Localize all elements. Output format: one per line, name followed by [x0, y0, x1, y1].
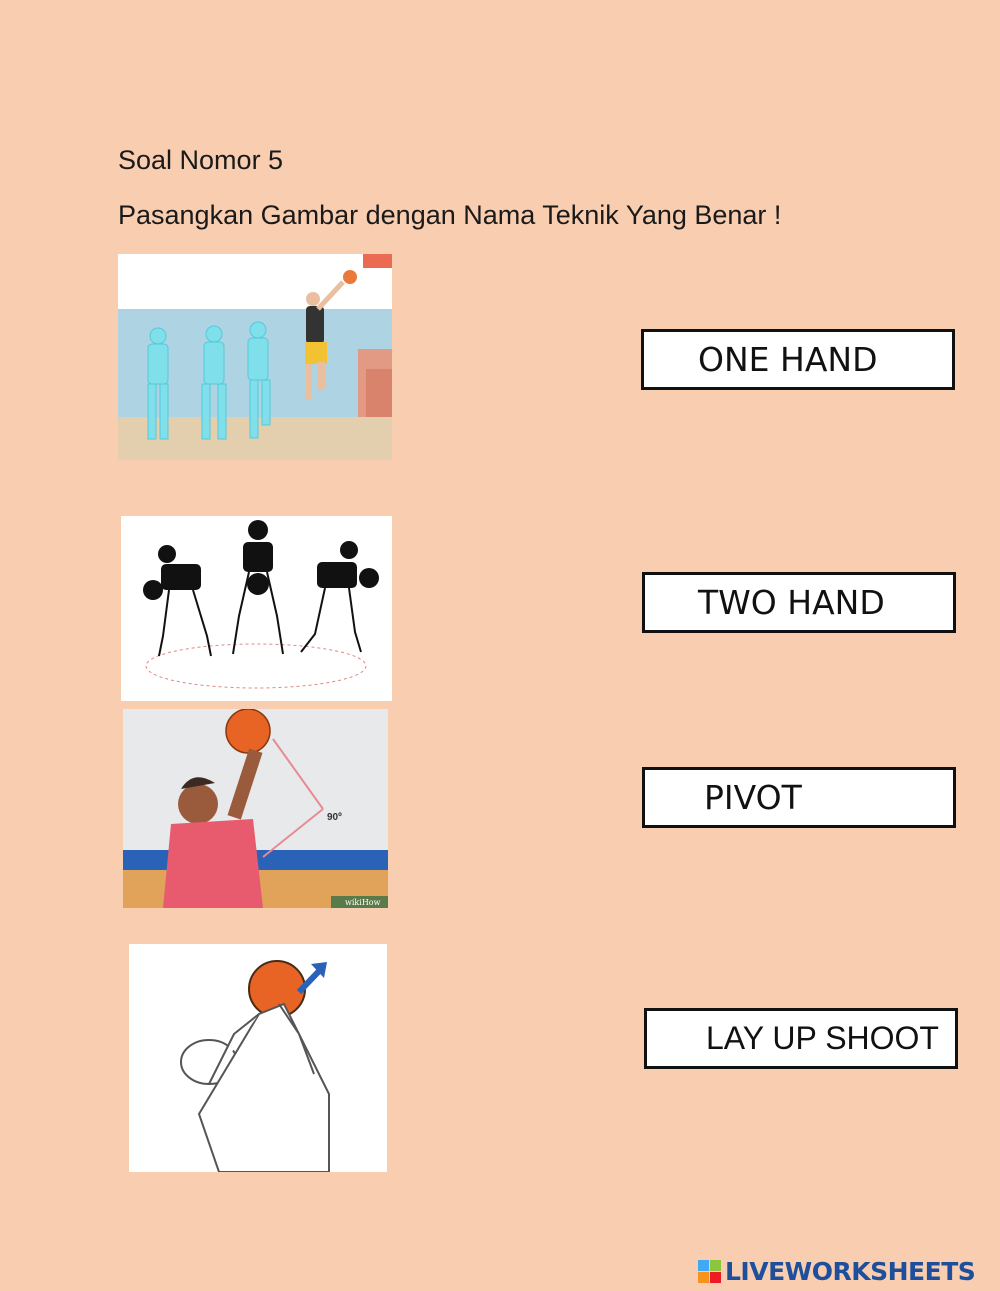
lay-up-sequence-image: [118, 254, 392, 460]
answer-label: LAY UP SHOOT: [706, 1020, 939, 1056]
two-hand-shot-illustration: [129, 944, 387, 1172]
logo-squares-icon: [698, 1260, 721, 1283]
answer-label: PIVOT: [704, 778, 802, 817]
one-hand-shot-image: [123, 709, 388, 908]
answer-label: TWO HAND: [698, 583, 885, 622]
watermark-text: wikiHow: [345, 898, 381, 907]
question-number: Soal Nomor 5: [118, 145, 284, 175]
question-instruction: Pasangkan Gambar dengan Nama Teknik Yang Benar !: [118, 200, 782, 230]
layup-sequence-illustration: [118, 254, 392, 460]
angle-label: 90º: [327, 812, 342, 823]
pivot-footwork-illustration: [121, 516, 392, 701]
one-hand-shot-illustration: [123, 709, 388, 908]
answer-lay-up-shoot[interactable]: [644, 1008, 958, 1069]
answer-label: ONE HAND: [698, 340, 878, 379]
answer-pivot[interactable]: [642, 767, 956, 828]
answer-one-hand[interactable]: [641, 329, 955, 390]
answer-two-hand[interactable]: [642, 572, 956, 633]
pivot-footwork-image: [121, 516, 392, 701]
two-hand-shot-image: [129, 944, 387, 1172]
liveworksheets-logo: [698, 1256, 975, 1286]
logo-text: LIVEWORKSHEETS: [725, 1256, 976, 1286]
